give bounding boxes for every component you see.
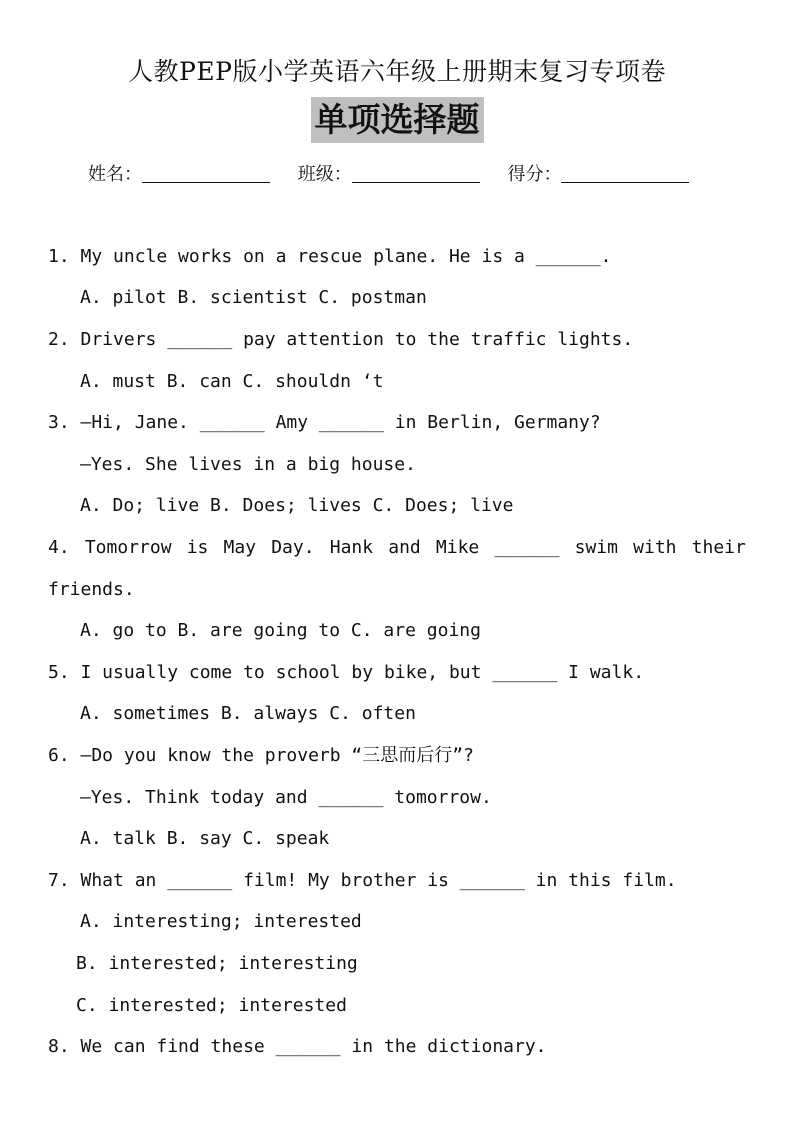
question-6-stem: 6. —Do you know the proverb “三思而后行”?	[48, 745, 474, 766]
question-5-options: A. sometimes B. always C. often	[80, 703, 416, 724]
question-4-stem-continued: friends.	[48, 579, 135, 600]
q4-word: their	[691, 537, 746, 558]
question-3-options: A. Do; live B. Does; lives C. Does; live	[80, 495, 514, 516]
page-title: 人教PEP版小学英语六年级上册期末复习专项卷	[128, 57, 666, 86]
class-blank[interactable]	[352, 164, 480, 183]
question-1-stem: 1. My uncle works on a rescue plane. He is a ______.	[48, 246, 612, 267]
question-2-stem: 2. Drivers ______ pay attention to the traffic lights.	[48, 329, 634, 350]
question-6-options: A. talk B. say C. speak	[80, 828, 330, 849]
q4-word: Hank	[329, 537, 374, 558]
score-field[interactable]	[507, 160, 689, 186]
score-label: 得分：	[507, 164, 562, 185]
question-7-stem: 7. What an ______ film! My brother is ______ in this film.	[48, 870, 677, 891]
name-label: 姓名：	[88, 164, 142, 185]
question-3-stem: 3. —Hi, Jane. ______ Amy ______ in Berlin, Germany?	[48, 412, 601, 433]
q4-word: is	[186, 537, 209, 558]
question-1-options: A. pilot B. scientist C. postman	[80, 287, 427, 308]
q4-word: and	[388, 537, 421, 558]
name-blank[interactable]	[142, 164, 270, 183]
section-heading-wrap	[0, 97, 794, 143]
question-7-option-c: C. interested; interested	[76, 995, 347, 1016]
question-8-stem: 8. We can find these ______ in the dictionary.	[48, 1036, 547, 1057]
question-5-stem: 5. I usually come to school by bike, but ______ I walk.	[48, 662, 645, 683]
question-6-reply: —Yes. Think today and ______ tomorrow.	[80, 787, 492, 808]
question-7-option-b: B. interested; interesting	[76, 953, 358, 974]
q4-word: Mike	[435, 537, 480, 558]
q4-word: Tomorrow	[84, 537, 172, 558]
question-2-options: A. must B. can C. shouldn ‘t	[80, 371, 384, 392]
q4-word: with	[633, 537, 677, 558]
class-field[interactable]	[298, 160, 480, 186]
section-heading: 单项选择题	[311, 97, 484, 143]
q4-word: ______	[494, 537, 560, 558]
question-7-option-a: A. interesting; interested	[80, 911, 362, 932]
question-3-reply: —Yes. She lives in a big house.	[80, 454, 416, 475]
name-field[interactable]	[88, 160, 270, 186]
q4-word: Day.	[271, 537, 315, 558]
question-4-stem	[48, 537, 746, 559]
q4-word: May	[223, 537, 257, 558]
q4-word: 4.	[48, 537, 70, 558]
score-blank[interactable]	[561, 164, 689, 183]
q4-word: swim	[574, 537, 618, 558]
student-info-row	[88, 160, 711, 186]
question-4-options: A. go to B. are going to C. are going	[80, 620, 481, 641]
class-label: 班级：	[297, 164, 352, 185]
